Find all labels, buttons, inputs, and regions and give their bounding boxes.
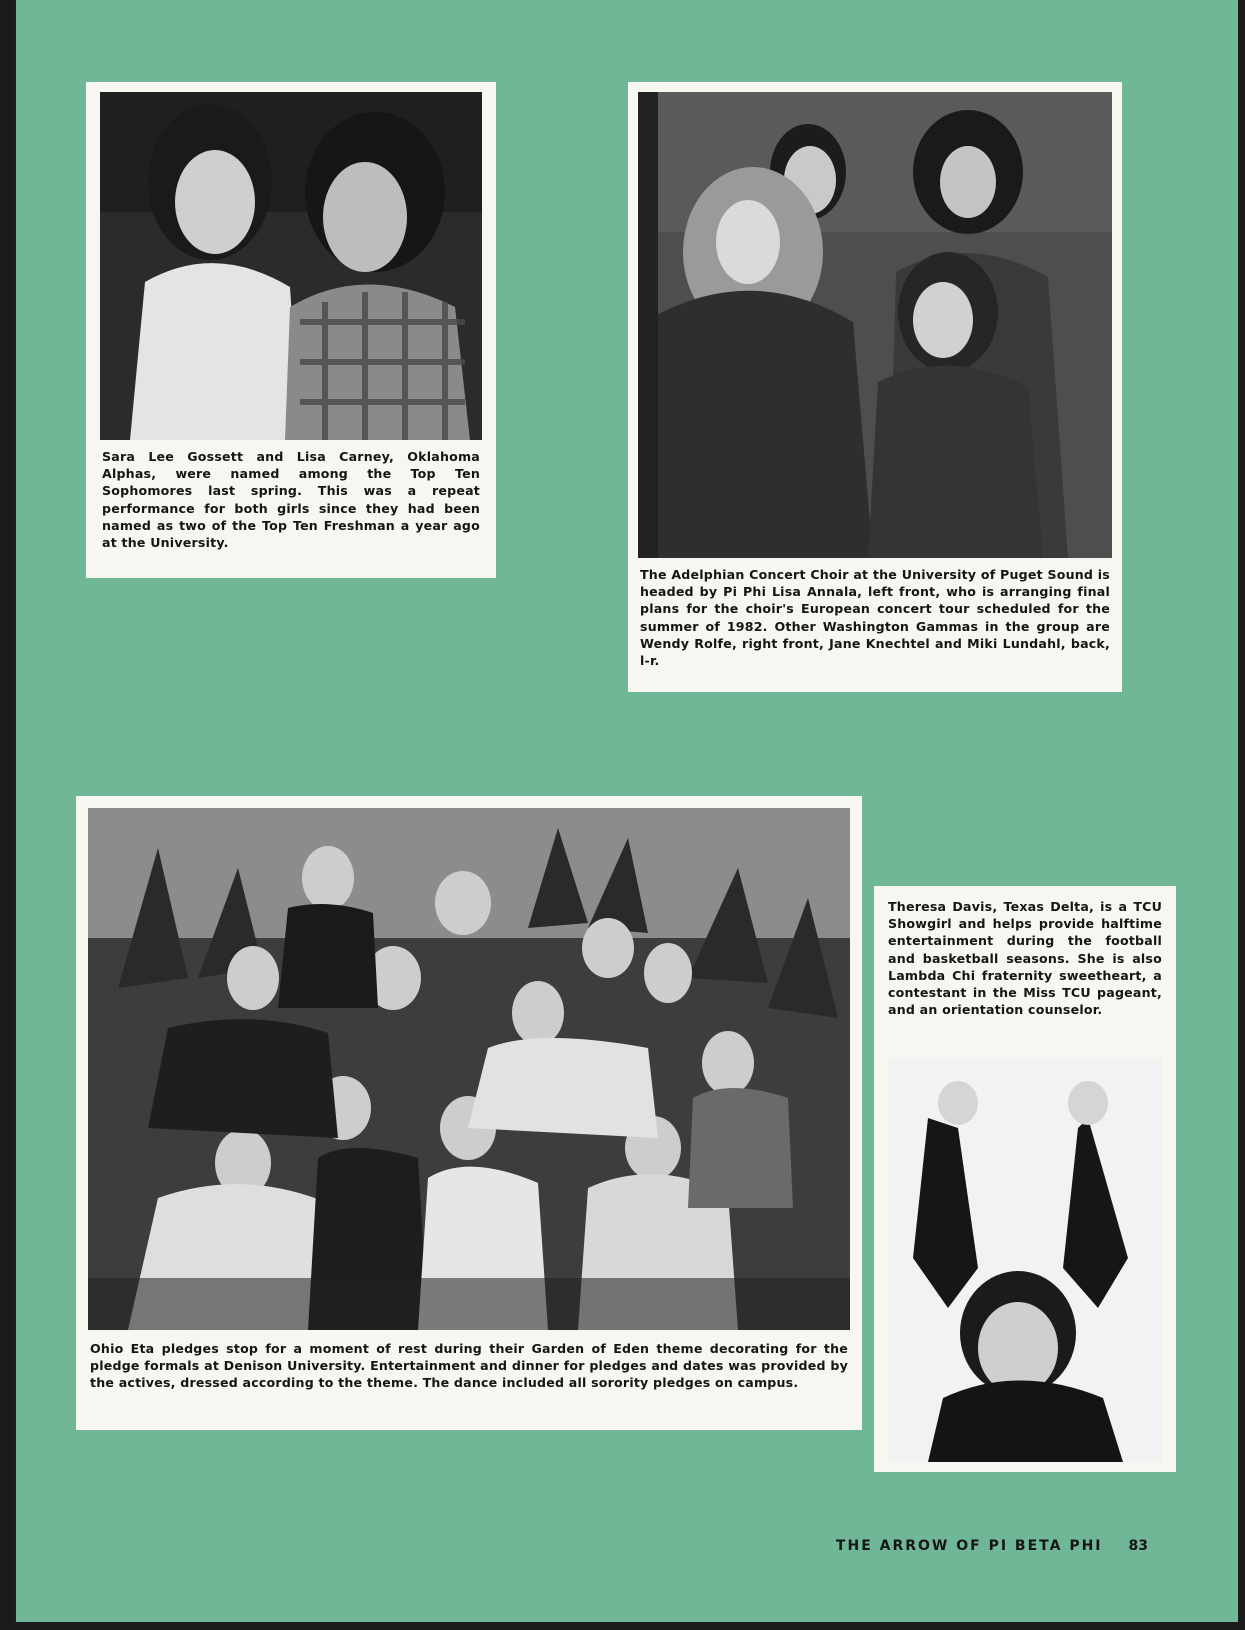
page-number: 83 [1128,1538,1148,1554]
caption-adelphian-choir: The Adelphian Concert Choir at the University of Puget Sound is headed by Pi Phi Lisa Annala, left front, who is arranging final plans for the choir's European concert tour scheduled for the summer of 1982. Other Washington Gammas in the group are Wendy Rolfe, right front, Jane Knechtel and Miki Lundahl, back, l-r. [640,567,1110,669]
photo-card-gossett-carney [86,82,496,578]
publication-name: THE ARROW OF PI BETA PHI [835,1538,1103,1554]
photo-choir-members [638,92,1112,558]
caption-theresa-davis: Theresa Davis, Texas Delta, is a TCU Showgirl and helps provide halftime entertainment during the football and basketball seasons. She is also Lambda Chi fraternity sweetheart, a contestant in the Miss TCU pageant, and an orientation counselor. [888,899,1162,1018]
page-footer [836,1538,1148,1554]
photo-card-ohio-eta [76,796,862,1430]
caption-gossett-carney: Sara Lee Gossett and Lisa Carney, Oklahoma Alphas, were named among the Top Ten Sophomores last spring. This was a repeat performance for both girls since they had been named as two of the Top Ten Freshman a year ago at the University. [102,449,480,551]
photo-pledge-group [88,808,850,1330]
photo-showgirl-arms-raised [888,1058,1162,1462]
caption-ohio-eta: Ohio Eta pledges stop for a moment of rest during their Garden of Eden theme decorating for the pledge formals at Denison University. Entertainment and dinner for pledges and dates was provided by the actives, dressed according to the theme. The dance included all sorority pledges on campus. [90,1341,848,1391]
photo-card-theresa-davis [874,886,1176,1472]
photo-two-women-portrait [100,92,482,440]
magazine-page [12,0,1238,1622]
photo-card-adelphian-choir [628,82,1122,692]
